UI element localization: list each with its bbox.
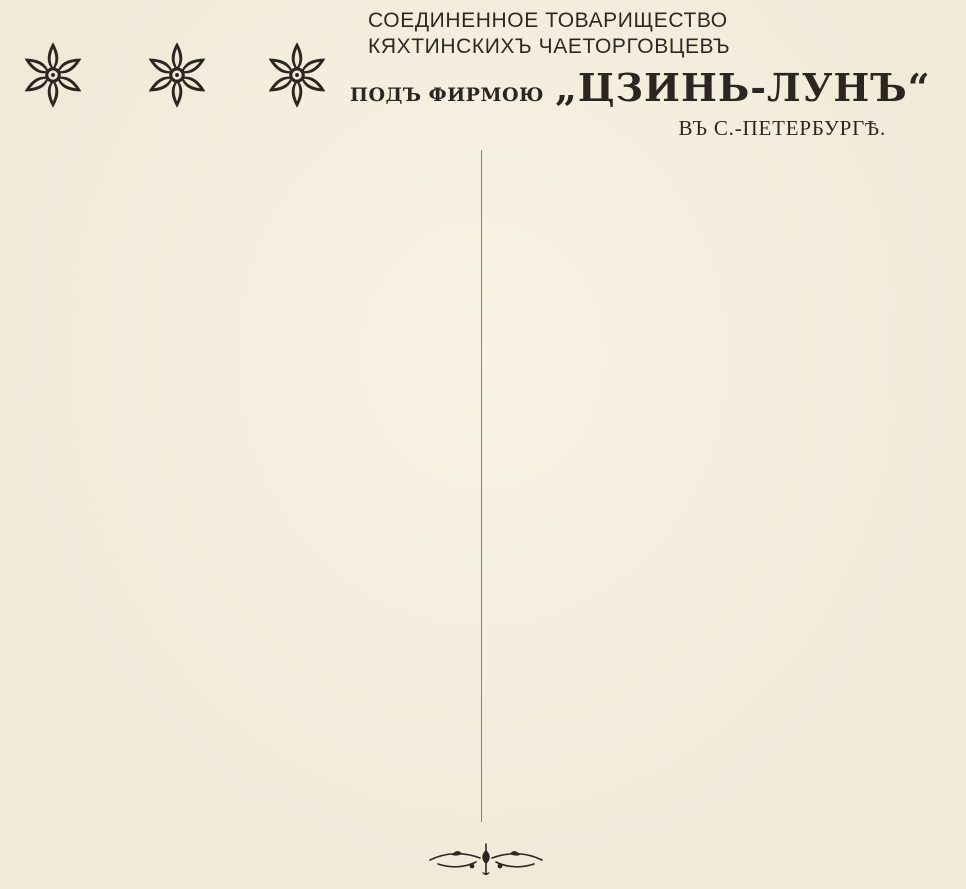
firm-name: „ЦЗИНЬ-ЛУНЪ“ [555,65,931,110]
company-title-line-1: СОЕДИНЕННОЕ ТОВАРИЩЕСТВО [368,9,728,32]
lotus-flower-icon [14,36,92,114]
page-header [350,8,950,141]
company-title-line-2: КЯХТИНСКИХЪ ЧАЕТОРГОВЦЕВЪ [368,35,731,58]
header-ornaments [14,36,344,116]
lotus-flower-icon [258,36,336,114]
city-line: ВЪ С.-ПЕТЕРБУРГѢ. [678,116,886,140]
lotus-flower-icon [138,36,216,114]
right-column [500,146,946,826]
firm-title-line [350,65,950,116]
column-divider [481,150,482,822]
body-columns [18,146,948,826]
floral-tailpiece-icon [424,838,548,878]
left-column [18,146,466,826]
firm-prefix: ПОДЪ ФИРМОЮ [350,84,544,106]
